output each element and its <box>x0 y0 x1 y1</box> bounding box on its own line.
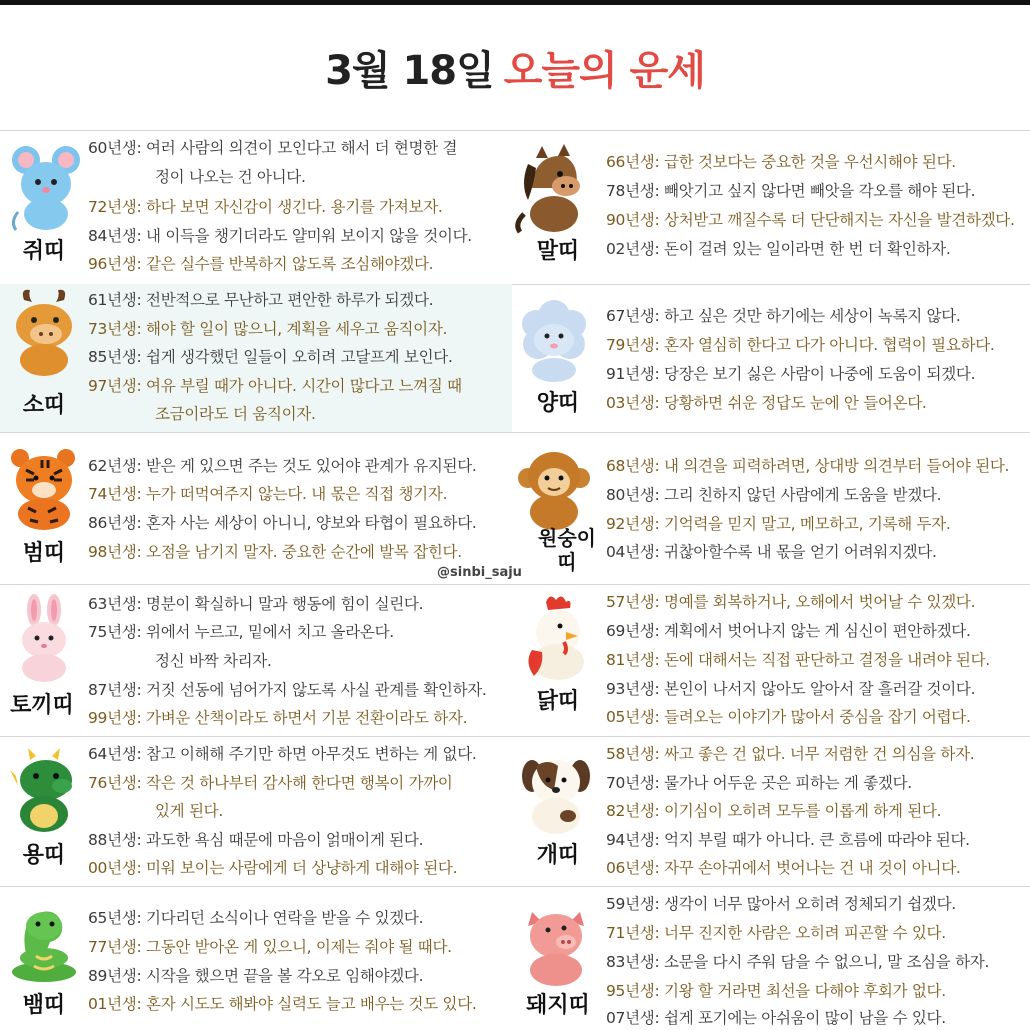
fortune-line: 73년생: 해야 할 일이 많으니, 계획을 세우고 움직이자. <box>88 320 448 338</box>
dragon-label: 용띠 <box>22 843 66 868</box>
fortune-line: 65년생: 기다리던 소식이나 연락을 받을 수 있겠다. <box>88 909 424 927</box>
tiger-label: 범띠 <box>22 541 66 566</box>
fortune-line: 95년생: 기왕 할 거라면 최선을 다해야 후회가 없다. <box>606 982 946 1000</box>
fortune-line: 89년생: 시작을 했으면 끝을 볼 각오로 임해야겠다. <box>88 967 424 985</box>
fortune-line: 66년생: 급한 것보다는 중요한 것을 우선시해야 된다. <box>606 153 956 171</box>
watermark: @sinbi_saju <box>433 565 526 580</box>
sheep-label: 양띠 <box>536 391 580 416</box>
snake-label: 뱀띠 <box>22 993 66 1018</box>
fortune-line: 64년생: 참고 이해해 주기만 하면 아무것도 변하는 게 없다. <box>88 745 477 763</box>
fortune-line: 있게 된다. <box>155 802 223 820</box>
dog-label: 개띠 <box>536 843 580 868</box>
horse-cell <box>512 130 1030 284</box>
fortune-line: 60년생: 여러 사람의 의견이 모인다고 해서 더 현명한 결 <box>88 139 458 157</box>
fortune-line: 80년생: 그리 친하지 않던 사람에게 도움을 받겠다. <box>606 486 942 504</box>
rat-label: 쥐띠 <box>22 239 66 264</box>
monkey-label-bottom: 띠 <box>557 550 577 574</box>
fortune-row-3 <box>0 432 1030 585</box>
fortune-line: 조금이라도 더 움직이자. <box>155 405 316 423</box>
fortune-line: 03년생: 당황하면 쉬운 정답도 눈에 안 들어온다. <box>606 394 927 412</box>
fortune-row-4 <box>0 584 1030 737</box>
rat-icon <box>8 142 84 232</box>
fortune-row-6 <box>0 886 1030 1030</box>
rooster-icon <box>520 592 596 682</box>
fortune-line: 96년생: 같은 실수를 반복하지 않도록 조심해야겠다. <box>88 255 434 273</box>
fortune-line: 68년생: 내 의견을 피력하려면, 상대방 의견부터 들어야 된다. <box>606 457 1010 475</box>
dragon-icon <box>6 746 82 836</box>
fortune-line: 58년생: 싸고 좋은 건 없다. 너무 저렴한 건 의심을 하자. <box>606 745 975 763</box>
sheep-cell <box>512 284 1030 432</box>
fortune-line: 57년생: 명예를 회복하거나, 오해에서 벗어날 수 있겠다. <box>606 593 976 611</box>
fortune-line: 93년생: 본인이 나서지 않아도 알아서 잘 흘러갈 것이다. <box>606 680 976 698</box>
fortune-line: 99년생: 가벼운 산책이라도 하면서 기분 전환이라도 하자. <box>88 709 468 727</box>
fortune-line: 04년생: 귀찮아할수록 내 몫을 얻기 어려워지겠다. <box>606 543 937 561</box>
fortune-line: 91년생: 당장은 보기 싫은 사람이 나중에 도움이 되겠다. <box>606 365 976 383</box>
fortune-row-5 <box>0 736 1030 887</box>
fortune-line: 69년생: 계획에서 벗어나지 않는 게 심신이 편안하겠다. <box>606 622 971 640</box>
fortune-line: 82년생: 이기심이 오히려 모두를 이롭게 하게 된다. <box>606 802 942 820</box>
snake-icon <box>6 896 82 986</box>
pig-icon <box>518 898 594 988</box>
fortune-line: 83년생: 소문을 다시 주워 담을 수 없으니, 말 조심을 하자. <box>606 953 990 971</box>
fortune-line: 76년생: 작은 것 하나부터 감사해 한다면 행복이 가까이 <box>88 774 453 792</box>
rooster-label: 닭띠 <box>536 689 580 714</box>
fortune-line: 정이 나오는 건 아니다. <box>155 168 306 186</box>
dog-icon <box>518 746 594 836</box>
fortune-line: 81년생: 돈에 대해서는 직접 판단하고 결정을 내려야 된다. <box>606 651 990 669</box>
fortune-line: 92년생: 기억력을 믿지 말고, 메모하고, 기록해 두자. <box>606 515 951 533</box>
fortune-line: 62년생: 받은 게 있으면 주는 것도 있어야 관계가 유지된다. <box>88 457 477 475</box>
fortune-line: 90년생: 상처받고 깨질수록 더 단단해지는 자신을 발견하겠다. <box>606 211 1015 229</box>
fortune-line: 67년생: 하고 싶은 것만 하기에는 세상이 녹록지 않다. <box>606 307 961 325</box>
fortune-line: 61년생: 전반적으로 무난하고 편안한 하루가 되겠다. <box>88 291 434 309</box>
fortune-line: 59년생: 생각이 너무 많아서 오히려 정체되기 쉽겠다. <box>606 895 956 913</box>
fortune-line: 78년생: 빼앗기고 싶지 않다면 빼앗을 각오를 해야 된다. <box>606 182 976 200</box>
ox-cell <box>0 284 512 432</box>
tiger-cell <box>0 432 512 584</box>
fortune-line: 94년생: 억지 부릴 때가 아니다. 큰 흐름에 따라야 된다. <box>606 831 970 849</box>
title-highlight: 오늘의 운세 <box>503 48 705 94</box>
dragon-cell <box>0 736 512 886</box>
monkey-label-top: 원숭이 <box>538 526 596 550</box>
fortune-line: 05년생: 들려오는 이야기가 많아서 중심을 잡기 어렵다. <box>606 708 971 726</box>
rat-cell <box>0 130 512 284</box>
fortune-line: 63년생: 명분이 확실하니 말과 행동에 힘이 실린다. <box>88 595 424 613</box>
fortune-line: 70년생: 물가나 어두운 곳은 피하는 게 좋겠다. <box>606 774 912 792</box>
fortune-line: 06년생: 자꾸 손아귀에서 벗어나는 건 내 것이 아니다. <box>606 859 961 877</box>
fortune-line: 84년생: 내 이득을 챙기더라도 얄미워 보이지 않을 것이다. <box>88 227 472 245</box>
fortune-line: 79년생: 혼자 열심히 한다고 다가 아니다. 협력이 필요하다. <box>606 336 995 354</box>
title-date: 3월 18일 <box>325 48 494 94</box>
page-header <box>0 5 1030 131</box>
ox-label: 소띠 <box>22 393 66 418</box>
dog-cell <box>512 736 1030 886</box>
snake-cell <box>0 886 512 1030</box>
fortune-line: 88년생: 과도한 욕심 때문에 마음이 얽매이게 된다. <box>88 831 424 849</box>
tiger-icon <box>6 442 82 532</box>
fortune-line: 74년생: 누가 떠먹여주지 않는다. 내 몫은 직접 챙기자. <box>88 485 448 503</box>
rooster-cell <box>512 584 1030 736</box>
fortune-line: 01년생: 혼자 시도도 해봐야 실력도 늘고 배우는 것도 있다. <box>88 995 477 1013</box>
fortune-line: 98년생: 오점을 남기지 말자. 중요한 순간에 발목 잡힌다. <box>88 543 462 561</box>
fortune-line: 07년생: 쉽게 포기에는 아쉬움이 많이 남을 수 있다. <box>606 1009 946 1027</box>
fortune-row-1 <box>0 130 1030 285</box>
fortune-line: 02년생: 돈이 걸려 있는 일이라면 한 번 더 확인하자. <box>606 240 951 258</box>
rabbit-icon <box>6 594 82 684</box>
fortune-line: 77년생: 그동안 받아온 게 있으니, 이제는 줘야 될 때다. <box>88 938 452 956</box>
fortune-line: 00년생: 미워 보이는 사람에게 더 상냥하게 대해야 된다. <box>88 859 458 877</box>
fortune-line: 정신 바짝 차리자. <box>155 652 272 670</box>
fortune-line: 72년생: 하다 보면 자신감이 생긴다. 용기를 가져보자. <box>88 198 443 216</box>
ox-icon <box>6 288 82 378</box>
fortune-line: 85년생: 쉽게 생각했던 일들이 오히려 고달프게 보인다. <box>88 348 453 366</box>
monkey-cell <box>512 432 1030 584</box>
horse-icon <box>514 144 590 234</box>
rabbit-label: 토끼띠 <box>10 693 74 718</box>
pig-label: 돼지띠 <box>526 993 590 1018</box>
monkey-icon <box>516 442 592 532</box>
pig-cell <box>512 886 1030 1030</box>
fortune-line: 71년생: 너무 진지한 사람은 오히려 피곤할 수 있다. <box>606 924 946 942</box>
horse-label: 말띠 <box>536 239 580 264</box>
fortune-line: 87년생: 거짓 선동에 넘어가지 않도록 사실 관계를 확인하자. <box>88 681 487 699</box>
fortune-row-2 <box>0 284 1030 433</box>
page-title <box>325 39 705 96</box>
fortune-line: 97년생: 여유 부릴 때가 아니다. 시간이 많다고 느껴질 때 <box>88 377 462 395</box>
sheep-icon <box>516 294 592 384</box>
rabbit-cell <box>0 584 512 736</box>
fortune-line: 86년생: 혼자 사는 세상이 아니니, 양보와 타협이 필요하다. <box>88 514 477 532</box>
fortune-line: 75년생: 위에서 누르고, 밑에서 치고 올라온다. <box>88 623 394 641</box>
